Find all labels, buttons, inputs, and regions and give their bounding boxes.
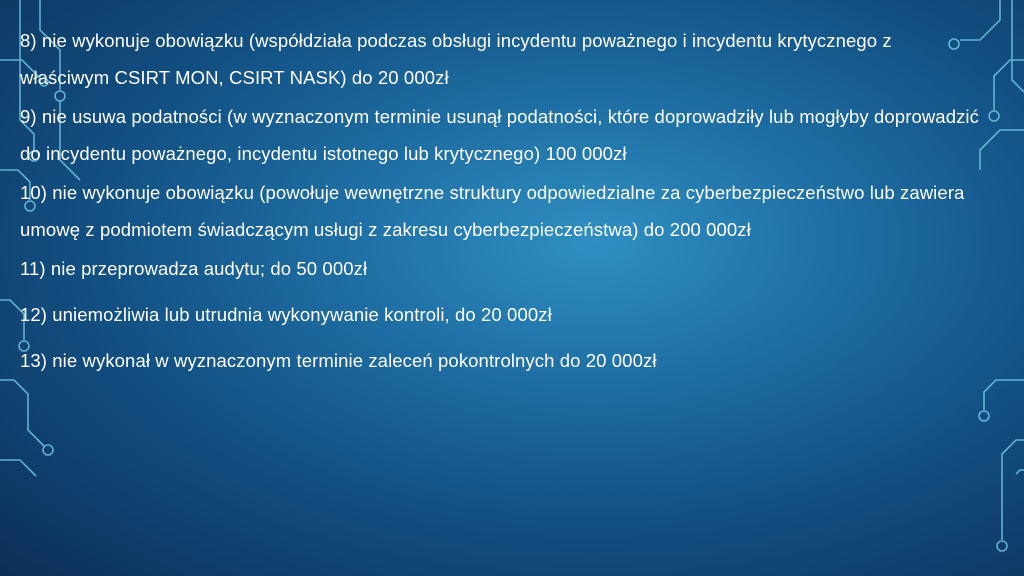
circuit-trace-right-2 — [994, 60, 1024, 110]
circuit-node-left-6 — [43, 445, 53, 455]
slide-content — [20, 22, 980, 381]
circuit-trace-right-5 — [984, 380, 1024, 410]
circuit-node-right-3 — [979, 411, 989, 421]
circuit-trace-right-7 — [1016, 470, 1024, 474]
circuit-trace-right-4 — [1012, 0, 1024, 92]
circuit-node-right-2 — [989, 111, 999, 121]
list-item-12: 12) uniemożliwia lub utrudnia wykonywanie kontroli, do 20 000zł — [20, 304, 552, 325]
list-item-10: 10) nie wykonuje obowiązku (powołuje wewnętrzne struktury odpowiedzialne za cyberbezpieczeństwo lub zawiera umowę z podmiotem świadczącym usługi z zakresu cyberbezpieczeństwa) do 200 000zł — [20, 182, 965, 240]
circuit-node-right-4 — [997, 541, 1007, 551]
list-item-11: 11) nie przeprowadza audytu; do 50 000zł — [20, 258, 368, 279]
circuit-trace-left-6 — [0, 380, 44, 446]
list-item-9: 9) nie usuwa podatności (w wyznaczonym terminie usunął podatności, które doprowadziły lub mogłyby doprowadzić do incydentu poważnego, incydentu istotnego lub krytycznego) 100 000zł — [20, 106, 979, 164]
circuit-trace-left-7 — [0, 460, 36, 476]
circuit-trace-right-6 — [1002, 440, 1024, 540]
circuit-trace-right-3 — [980, 130, 1024, 170]
list-item-13: 13) nie wykonał w wyznaczonym terminie zaleceń pokontrolnych do 20 000zł — [20, 350, 657, 371]
list-item-8: 8) nie wykonuje obowiązku (współdziała podczas obsługi incydentu poważnego i incydentu krytycznego z właściwym CSIRT MON, CSIRT NASK) do 20 000zł — [20, 30, 892, 88]
